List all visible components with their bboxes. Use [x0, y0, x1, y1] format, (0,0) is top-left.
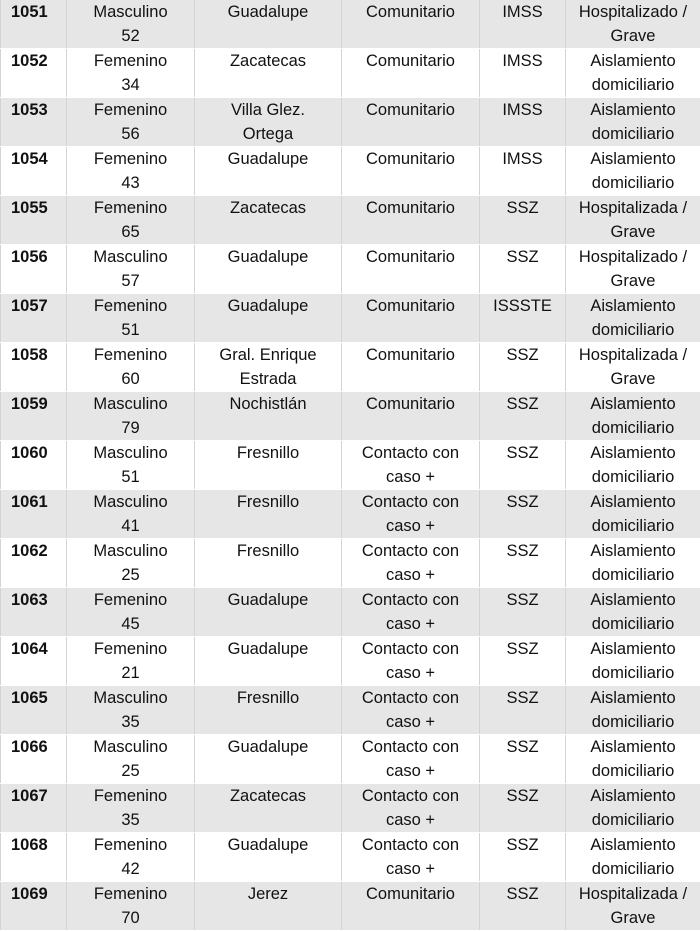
status-cell — [566, 784, 700, 833]
status-text: Hospitalizado / — [568, 245, 698, 269]
institution-cell: SSZ — [480, 392, 566, 441]
transmission-type-text: Comunitario — [344, 294, 477, 318]
institution-cell: SSZ — [480, 441, 566, 490]
transmission-type-cell — [342, 735, 480, 784]
sex-age-cell — [67, 343, 195, 392]
transmission-type-text: Comunitario — [344, 0, 477, 24]
municipality-cell — [195, 833, 342, 882]
institution-cell: IMSS — [480, 147, 566, 196]
table-row — [1, 539, 700, 588]
status-text: Aislamiento — [568, 294, 698, 318]
status-text: domiciliario — [568, 661, 698, 685]
transmission-type-cell — [342, 539, 480, 588]
sex-text: Femenino — [69, 196, 192, 220]
sex-text: Masculino — [69, 539, 192, 563]
transmission-type-cell — [342, 0, 480, 49]
status-cell — [566, 0, 700, 49]
status-text: domiciliario — [568, 710, 698, 734]
sex-text: Femenino — [69, 294, 192, 318]
transmission-type-text: Contacto con — [344, 686, 477, 710]
table-row — [1, 196, 700, 245]
municipality-cell — [195, 735, 342, 784]
table-row — [1, 245, 700, 294]
status-cell — [566, 833, 700, 882]
transmission-type-cell — [342, 784, 480, 833]
municipality-text: Fresnillo — [197, 441, 339, 465]
status-text: Aislamiento — [568, 539, 698, 563]
age-text: 56 — [69, 122, 192, 146]
status-text: Grave — [568, 906, 698, 930]
transmission-type-text: Contacto con — [344, 637, 477, 661]
status-cell — [566, 539, 700, 588]
case-id-cell: 1060 — [1, 441, 67, 490]
sex-age-cell — [67, 49, 195, 98]
sex-age-cell — [67, 539, 195, 588]
municipality-cell — [195, 0, 342, 49]
institution-cell: IMSS — [480, 49, 566, 98]
table-row — [1, 294, 700, 343]
status-text: domiciliario — [568, 857, 698, 881]
transmission-type-cell — [342, 833, 480, 882]
transmission-type-text: Comunitario — [344, 392, 477, 416]
age-text: 70 — [69, 906, 192, 930]
case-id-cell: 1057 — [1, 294, 67, 343]
status-cell — [566, 637, 700, 686]
table-row — [1, 784, 700, 833]
sex-text: Femenino — [69, 98, 192, 122]
sex-age-cell — [67, 392, 195, 441]
sex-age-cell — [67, 245, 195, 294]
institution-cell: IMSS — [480, 98, 566, 147]
transmission-type-cell — [342, 637, 480, 686]
sex-text: Femenino — [69, 343, 192, 367]
municipality-text: Guadalupe — [197, 588, 339, 612]
transmission-type-text: Comunitario — [344, 343, 477, 367]
transmission-type-cell — [342, 147, 480, 196]
table-row — [1, 490, 700, 539]
institution-cell: SSZ — [480, 735, 566, 784]
institution-cell: SSZ — [480, 490, 566, 539]
municipality-text: Fresnillo — [197, 686, 339, 710]
transmission-type-text: caso + — [344, 563, 477, 587]
table-row — [1, 882, 700, 931]
case-id-cell: 1056 — [1, 245, 67, 294]
age-text: 79 — [69, 416, 192, 440]
municipality-cell — [195, 294, 342, 343]
sex-age-cell — [67, 882, 195, 931]
sex-text: Masculino — [69, 735, 192, 759]
municipality-text: Jerez — [197, 882, 339, 906]
status-cell — [566, 441, 700, 490]
transmission-type-text: caso + — [344, 759, 477, 783]
status-cell — [566, 49, 700, 98]
status-text: Aislamiento — [568, 686, 698, 710]
municipality-text: Zacatecas — [197, 196, 339, 220]
age-text: 43 — [69, 171, 192, 195]
status-cell — [566, 343, 700, 392]
case-id-cell: 1066 — [1, 735, 67, 784]
case-id-cell: 1063 — [1, 588, 67, 637]
case-id-cell: 1055 — [1, 196, 67, 245]
status-text: domiciliario — [568, 416, 698, 440]
status-text: Hospitalizada / — [568, 196, 698, 220]
age-text: 51 — [69, 465, 192, 489]
case-id-cell: 1054 — [1, 147, 67, 196]
transmission-type-text: Contacto con — [344, 539, 477, 563]
status-cell — [566, 882, 700, 931]
transmission-type-text: Comunitario — [344, 49, 477, 73]
institution-cell: SSZ — [480, 588, 566, 637]
sex-text: Masculino — [69, 0, 192, 24]
transmission-type-text: Contacto con — [344, 490, 477, 514]
case-id-cell: 1059 — [1, 392, 67, 441]
municipality-cell — [195, 392, 342, 441]
transmission-type-text: Contacto con — [344, 784, 477, 808]
sex-text: Masculino — [69, 392, 192, 416]
transmission-type-text: caso + — [344, 857, 477, 881]
status-text: Aislamiento — [568, 833, 698, 857]
sex-age-cell — [67, 196, 195, 245]
municipality-text: Guadalupe — [197, 735, 339, 759]
municipality-cell — [195, 784, 342, 833]
status-cell — [566, 686, 700, 735]
transmission-type-text: caso + — [344, 710, 477, 734]
transmission-type-cell — [342, 294, 480, 343]
transmission-type-text: Contacto con — [344, 833, 477, 857]
municipality-text: Ortega — [197, 122, 339, 146]
age-text: 25 — [69, 759, 192, 783]
transmission-type-cell — [342, 392, 480, 441]
status-text: Aislamiento — [568, 98, 698, 122]
municipality-cell — [195, 196, 342, 245]
table-row — [1, 833, 700, 882]
status-text: domiciliario — [568, 465, 698, 489]
status-text: domiciliario — [568, 563, 698, 587]
case-id-cell: 1052 — [1, 49, 67, 98]
transmission-type-text: Comunitario — [344, 882, 477, 906]
status-cell — [566, 588, 700, 637]
transmission-type-text: Contacto con — [344, 441, 477, 465]
transmission-type-cell — [342, 490, 480, 539]
age-text: 34 — [69, 73, 192, 97]
status-text: Aislamiento — [568, 588, 698, 612]
table-row — [1, 441, 700, 490]
sex-age-cell — [67, 735, 195, 784]
sex-text: Femenino — [69, 833, 192, 857]
case-id-cell: 1064 — [1, 637, 67, 686]
institution-cell: SSZ — [480, 637, 566, 686]
sex-text: Masculino — [69, 686, 192, 710]
table-row — [1, 343, 700, 392]
sex-age-cell — [67, 833, 195, 882]
municipality-text: Guadalupe — [197, 637, 339, 661]
age-text: 35 — [69, 808, 192, 832]
municipality-text: Guadalupe — [197, 245, 339, 269]
transmission-type-text: Comunitario — [344, 196, 477, 220]
transmission-type-text: caso + — [344, 514, 477, 538]
sex-age-cell — [67, 686, 195, 735]
case-id-cell: 1062 — [1, 539, 67, 588]
institution-cell: SSZ — [480, 196, 566, 245]
institution-cell: ISSSTE — [480, 294, 566, 343]
municipality-text: Villa Glez. — [197, 98, 339, 122]
status-cell — [566, 245, 700, 294]
municipality-cell — [195, 637, 342, 686]
case-id-cell: 1067 — [1, 784, 67, 833]
status-cell — [566, 392, 700, 441]
municipality-text: Zacatecas — [197, 784, 339, 808]
age-text: 57 — [69, 269, 192, 293]
sex-text: Masculino — [69, 441, 192, 465]
status-text: Grave — [568, 367, 698, 391]
age-text: 45 — [69, 612, 192, 636]
transmission-type-text: Comunitario — [344, 147, 477, 171]
municipality-cell — [195, 588, 342, 637]
municipality-cell — [195, 882, 342, 931]
transmission-type-cell — [342, 441, 480, 490]
sex-age-cell — [67, 98, 195, 147]
municipality-text: Gral. Enrique — [197, 343, 339, 367]
municipality-cell — [195, 98, 342, 147]
age-text: 65 — [69, 220, 192, 244]
municipality-text: Guadalupe — [197, 0, 339, 24]
table-row — [1, 98, 700, 147]
status-text: Grave — [568, 269, 698, 293]
cases-table-body — [1, 0, 700, 931]
status-text: Grave — [568, 24, 698, 48]
status-text: Aislamiento — [568, 49, 698, 73]
status-cell — [566, 98, 700, 147]
municipality-cell — [195, 539, 342, 588]
municipality-cell — [195, 343, 342, 392]
age-text: 52 — [69, 24, 192, 48]
sex-age-cell — [67, 441, 195, 490]
status-text: domiciliario — [568, 759, 698, 783]
transmission-type-text: Contacto con — [344, 588, 477, 612]
status-text: domiciliario — [568, 808, 698, 832]
sex-text: Femenino — [69, 784, 192, 808]
age-text: 42 — [69, 857, 192, 881]
institution-cell: SSZ — [480, 686, 566, 735]
table-row — [1, 588, 700, 637]
sex-age-cell — [67, 588, 195, 637]
status-text: Hospitalizada / — [568, 343, 698, 367]
institution-cell: SSZ — [480, 882, 566, 931]
transmission-type-text: caso + — [344, 612, 477, 636]
municipality-cell — [195, 147, 342, 196]
transmission-type-cell — [342, 245, 480, 294]
sex-text: Femenino — [69, 49, 192, 73]
municipality-text: Estrada — [197, 367, 339, 391]
case-id-cell: 1065 — [1, 686, 67, 735]
status-cell — [566, 735, 700, 784]
transmission-type-cell — [342, 49, 480, 98]
transmission-type-cell — [342, 196, 480, 245]
status-text: Aislamiento — [568, 637, 698, 661]
transmission-type-cell — [342, 882, 480, 931]
municipality-text: Guadalupe — [197, 147, 339, 171]
transmission-type-cell — [342, 343, 480, 392]
table-row — [1, 147, 700, 196]
sex-age-cell — [67, 490, 195, 539]
status-text: Aislamiento — [568, 147, 698, 171]
status-text: Aislamiento — [568, 735, 698, 759]
status-text: Aislamiento — [568, 392, 698, 416]
age-text: 25 — [69, 563, 192, 587]
age-text: 41 — [69, 514, 192, 538]
table-row — [1, 392, 700, 441]
case-id-cell: 1069 — [1, 882, 67, 931]
case-id-cell: 1058 — [1, 343, 67, 392]
transmission-type-text: Comunitario — [344, 98, 477, 122]
age-text: 21 — [69, 661, 192, 685]
institution-cell: SSZ — [480, 784, 566, 833]
table-row — [1, 735, 700, 784]
status-cell — [566, 147, 700, 196]
status-text: Aislamiento — [568, 490, 698, 514]
sex-text: Femenino — [69, 882, 192, 906]
sex-age-cell — [67, 784, 195, 833]
status-text: Aislamiento — [568, 784, 698, 808]
municipality-text: Fresnillo — [197, 490, 339, 514]
status-text: domiciliario — [568, 122, 698, 146]
municipality-cell — [195, 245, 342, 294]
status-text: domiciliario — [568, 73, 698, 97]
transmission-type-text: caso + — [344, 661, 477, 685]
status-text: Aislamiento — [568, 441, 698, 465]
status-text: domiciliario — [568, 612, 698, 636]
table-row — [1, 0, 700, 49]
case-id-cell: 1051 — [1, 0, 67, 49]
municipality-text: Nochistlán — [197, 392, 339, 416]
sex-age-cell — [67, 147, 195, 196]
sex-text: Femenino — [69, 147, 192, 171]
case-id-cell: 1053 — [1, 98, 67, 147]
sex-text: Femenino — [69, 637, 192, 661]
transmission-type-text: Comunitario — [344, 245, 477, 269]
institution-cell: SSZ — [480, 833, 566, 882]
sex-age-cell — [67, 0, 195, 49]
institution-cell: SSZ — [480, 343, 566, 392]
status-cell — [566, 294, 700, 343]
age-text: 35 — [69, 710, 192, 734]
municipality-cell — [195, 49, 342, 98]
table-row — [1, 49, 700, 98]
municipality-cell — [195, 686, 342, 735]
status-text: Hospitalizada / — [568, 882, 698, 906]
status-text: Hospitalizado / — [568, 0, 698, 24]
sex-age-cell — [67, 294, 195, 343]
status-cell — [566, 490, 700, 539]
sex-text: Masculino — [69, 490, 192, 514]
institution-cell: SSZ — [480, 245, 566, 294]
status-text: domiciliario — [568, 514, 698, 538]
status-text: Grave — [568, 220, 698, 244]
transmission-type-cell — [342, 686, 480, 735]
municipality-text: Guadalupe — [197, 294, 339, 318]
sex-age-cell — [67, 637, 195, 686]
municipality-cell — [195, 490, 342, 539]
table-row — [1, 686, 700, 735]
municipality-cell — [195, 441, 342, 490]
status-cell — [566, 196, 700, 245]
age-text: 51 — [69, 318, 192, 342]
transmission-type-cell — [342, 98, 480, 147]
municipality-text: Zacatecas — [197, 49, 339, 73]
municipality-text: Fresnillo — [197, 539, 339, 563]
transmission-type-text: Contacto con — [344, 735, 477, 759]
case-id-cell: 1061 — [1, 490, 67, 539]
transmission-type-text: caso + — [344, 808, 477, 832]
case-id-cell: 1068 — [1, 833, 67, 882]
age-text: 60 — [69, 367, 192, 391]
institution-cell: SSZ — [480, 539, 566, 588]
transmission-type-cell — [342, 588, 480, 637]
municipality-text: Guadalupe — [197, 833, 339, 857]
status-text: domiciliario — [568, 171, 698, 195]
status-text: domiciliario — [568, 318, 698, 342]
transmission-type-text: caso + — [344, 465, 477, 489]
table-row — [1, 637, 700, 686]
sex-text: Femenino — [69, 588, 192, 612]
sex-text: Masculino — [69, 245, 192, 269]
institution-cell: IMSS — [480, 0, 566, 49]
